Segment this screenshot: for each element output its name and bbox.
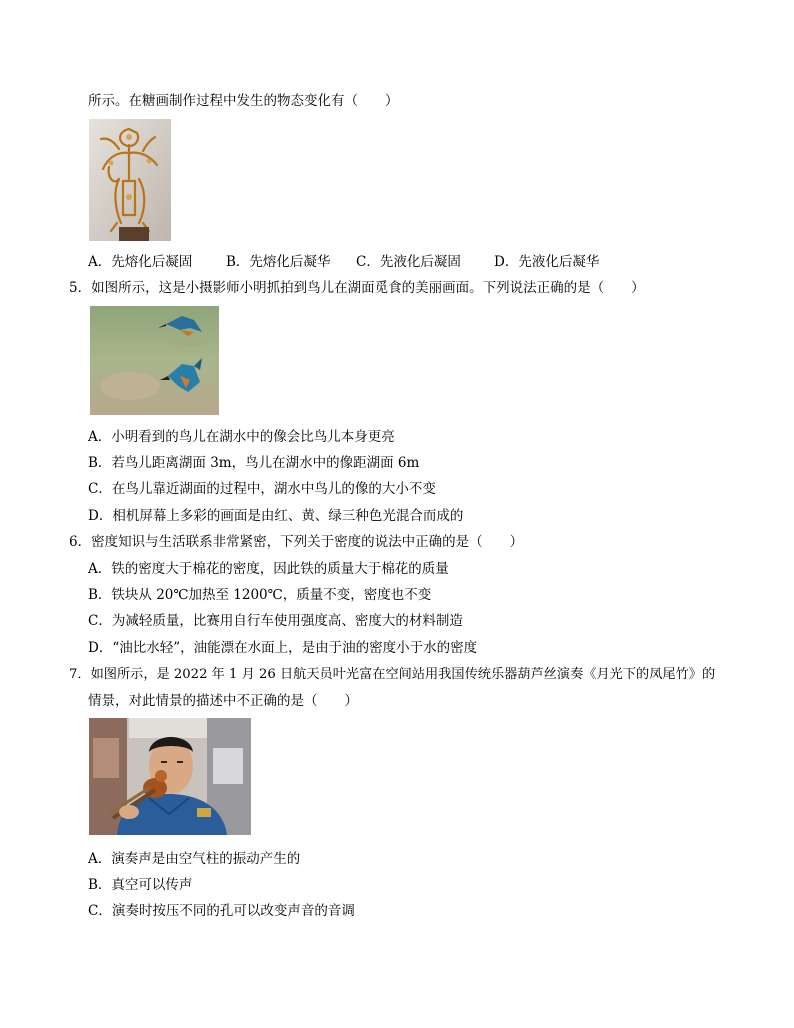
- q6-option-b[interactable]: B．铁块从 20℃加热至 1200℃，质量不变，密度也不变: [88, 587, 432, 603]
- kingfisher-image: [90, 306, 219, 415]
- q6-option-a[interactable]: A．铁的密度大于棉花的密度，因此铁的质量大于棉花的质量: [88, 561, 449, 577]
- q7-option-a[interactable]: A．演奏声是由空气柱的振动产生的: [88, 851, 301, 867]
- q4-stem-tail: 所示。在糖画制作过程中发生的物态变化有（ ）: [88, 93, 399, 109]
- q4-options: [88, 253, 599, 271]
- sugar-painting-figure: [89, 119, 171, 241]
- q6-stem: 6．密度知识与生活联系非常紧密，下列关于密度的说法中正确的是（ ）: [69, 534, 524, 550]
- q4-option-a[interactable]: A．先熔化后凝固: [88, 254, 193, 270]
- astronaut-photo: [89, 718, 251, 835]
- kingfisher-photo: [90, 306, 219, 415]
- q7-option-b[interactable]: B．真空可以传声: [88, 877, 193, 893]
- q7-stem-line1: 7．如图所示，是 2022 年 1 月 26 日航天员叶光富在空间站用我国传统乐器葫芦丝演奏《月光下的凤尾竹》的: [69, 667, 716, 682]
- q4-option-d[interactable]: D．先液化后凝华: [494, 254, 600, 270]
- q7-option-c[interactable]: C．演奏时按压不同的孔可以改变声音的音调: [88, 903, 355, 919]
- q6-option-c[interactable]: C．为减轻质量，比赛用自行车使用强度高、密度大的材料制造: [88, 613, 463, 629]
- q5-option-c[interactable]: C．在鸟儿靠近湖面的过程中，湖水中鸟儿的像的大小不变: [88, 481, 436, 497]
- q4-option-b[interactable]: B．先熔化后凝华: [226, 254, 331, 270]
- q7-stem-line2: 情景，对此情景的描述中不正确的是（ ）: [88, 693, 358, 709]
- sugar-painting-image: [89, 119, 171, 241]
- q5-option-b[interactable]: B．若鸟儿距离湖面 3m，鸟儿在湖水中的像距湖面 6m: [88, 455, 420, 471]
- q6-option-d[interactable]: D．“油比水轻”，油能漂在水面上，是由于油的密度小于水的密度: [88, 640, 478, 656]
- q5-option-d[interactable]: D．相机屏幕上多彩的画面是由红、黄、绿三种色光混合而成的: [88, 508, 464, 524]
- q5-stem: 5．如图所示，这是小摄影师小明抓拍到鸟儿在湖面觅食的美丽画面。下列说法正确的是（ ）: [69, 280, 645, 296]
- q4-option-c[interactable]: C．先液化后凝固: [356, 254, 461, 270]
- q5-option-a[interactable]: A．小明看到的鸟儿在湖水中的像会比鸟儿本身更亮: [88, 429, 395, 445]
- astronaut-image: [89, 718, 251, 835]
